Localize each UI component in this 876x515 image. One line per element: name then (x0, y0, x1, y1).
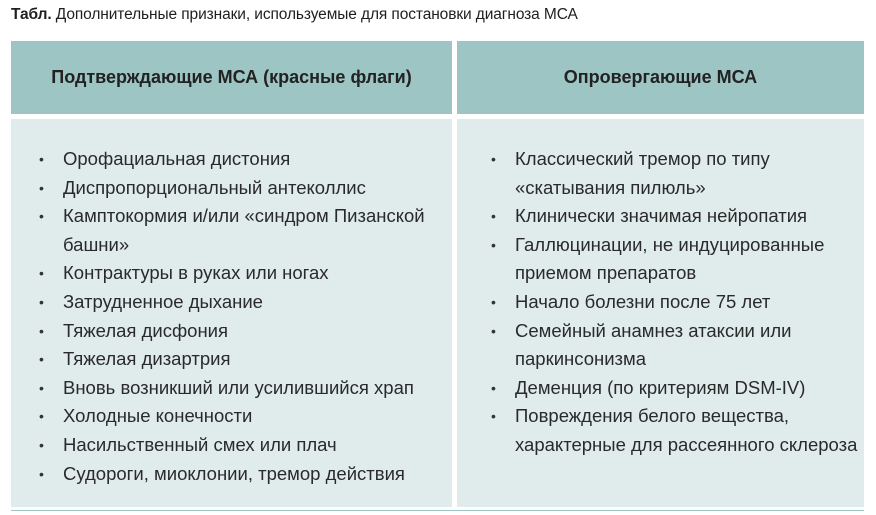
list-item-text: Диспропорциональный антеколлис (63, 176, 366, 198)
bullet-icon: • (39, 322, 44, 339)
bullet-icon: • (491, 236, 496, 253)
list-item (491, 231, 861, 288)
list-item-text: Тяжелая дисфония (63, 319, 229, 341)
table-caption (11, 6, 578, 24)
list-item-text: Тяжелая дизартрия (63, 348, 231, 370)
list-item-text: Холодные конечности (63, 405, 253, 427)
bullet-icon: • (39, 179, 44, 196)
list-item (39, 174, 451, 203)
list-item-text: Судороги, миоклонии, тремор действия (63, 462, 405, 484)
list-item-text: Вновь возникший или усилившийся храп (63, 376, 414, 398)
list-item (491, 288, 861, 317)
list-item-text: Галлюцинации, не индуцированные приемом препаратов (515, 233, 825, 284)
header-body-divider (11, 114, 864, 119)
bullet-icon: • (39, 265, 44, 282)
list-item-text: Насильственный смех или плач (63, 433, 337, 455)
column-confirming (11, 41, 452, 507)
bullet-icon: • (491, 379, 496, 396)
list-item-text: Контрактуры в руках или ногах (63, 262, 329, 284)
criteria-table (11, 41, 864, 507)
list-item (39, 460, 451, 489)
list-item (39, 259, 451, 288)
list-item-text: Камптокормия и/или «синдром Пизанской башни» (63, 205, 425, 255)
bullet-icon: • (39, 151, 44, 167)
list-item (39, 345, 451, 374)
bullet-icon: • (39, 293, 44, 310)
bullet-icon: • (491, 408, 496, 425)
list-item (491, 202, 861, 231)
list-item-text: Деменция (по критериям DSM-IV) (515, 376, 806, 398)
list-item (491, 402, 861, 459)
list-item (39, 431, 451, 460)
list-item (39, 374, 451, 403)
list-item (39, 202, 451, 259)
bullet-icon: • (39, 408, 44, 425)
list-item (39, 402, 451, 431)
list-item-text: Начало болезни после 75 лет (515, 290, 771, 312)
list-item-text: Клинически значимая нейропатия (515, 205, 808, 227)
bullet-icon: • (39, 436, 44, 453)
confirming-list (39, 145, 451, 488)
column-header-confirming: Подтверждающие МСА (красные флаги) (11, 41, 452, 114)
bullet-icon: • (491, 208, 496, 225)
bullet-icon: • (39, 379, 44, 396)
bullet-icon: • (491, 293, 496, 310)
list-item-text: Классический тремор по типу «скатывания пилюль» (515, 148, 770, 198)
column-refuting (457, 41, 864, 507)
list-item-text: Семейный анамнез атаксии или паркинсонизма (515, 319, 792, 370)
column-header-refuting: Опровергающие МСА (457, 41, 864, 114)
list-item-text: Затрудненное дыхание (63, 290, 263, 312)
list-item (491, 374, 861, 403)
bottom-rule (11, 510, 864, 511)
bullet-icon: • (39, 208, 44, 225)
refuting-list (491, 145, 861, 460)
list-item (39, 317, 451, 346)
list-item (491, 145, 861, 202)
bullet-icon: • (39, 351, 44, 368)
caption-text: Дополнительные признаки, используемые для постановки диагноза МСА (51, 6, 578, 23)
caption-lead: Табл. (11, 6, 52, 23)
list-item (39, 145, 451, 174)
bullet-icon: • (491, 322, 496, 339)
list-item (39, 288, 451, 317)
bullet-icon: • (39, 465, 44, 482)
list-item-text: Орофациальная дистония (63, 148, 291, 169)
list-item (491, 317, 861, 374)
list-item-text: Повреждения белого вещества, характерные для рассеянного склероза (515, 405, 858, 455)
bullet-icon: • (491, 151, 496, 167)
